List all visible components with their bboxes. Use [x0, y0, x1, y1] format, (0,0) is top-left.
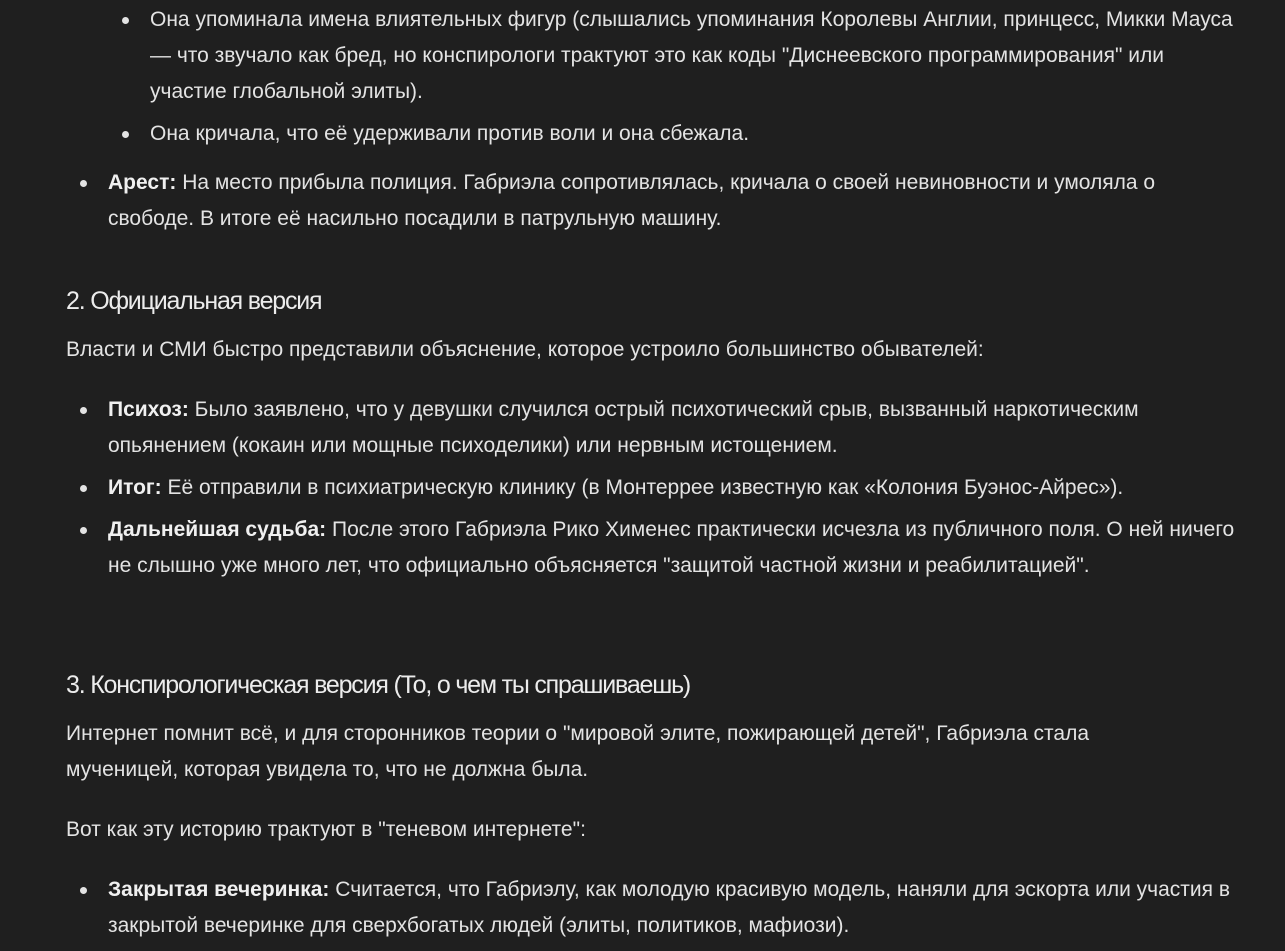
section-heading-conspiracy: 3. Конспирологическая версия (То, о чем ты спрашиваешь): [66, 671, 691, 699]
list-item-label: Дальнейшая судьба:: [108, 518, 327, 541]
list-item-label: Психоз:: [108, 398, 189, 421]
list-item-label: Итог:: [108, 476, 162, 499]
list-item-label: Закрытая вечеринка:: [108, 878, 330, 901]
list-item: [66, 512, 1236, 584]
official-list: [66, 392, 1236, 584]
list-item-text: Было заявлено, что у девушки случился острый психотический срыв, вызванный наркотическим опьянением (кокаин или мощные психоделики) или нервным истощением.: [108, 398, 1139, 457]
list-item-label: Арест:: [108, 171, 177, 194]
section-heading-official: 2. Официальная версия: [66, 287, 322, 315]
list-item-text: На место прибыла полиция. Габриэла сопротивлялась, кричала о своей невиновности и умоляла о свободе. В итоге её насильно посадили в патрульную машину.: [108, 171, 1156, 230]
list-item: [66, 392, 1236, 464]
nested-list: [66, 2, 1238, 152]
list-item-text: Считается, что Габриэлу, как молодую красивую модель, наняли для эскорта или участия в закрытой вечеринке для сверхбогатых людей (элиты, политиков, мафиози).: [108, 878, 1231, 937]
section-intro2-conspiracy: Вот как эту историю трактуют в "теневом интернете":: [66, 818, 586, 841]
list-item: [108, 2, 1238, 110]
conspiracy-list: [66, 872, 1236, 944]
list-item-text: После этого Габриэла Рико Хименес практически исчезла из публичного поля. О ней ничего не слышно уже много лет, что официально объясняется "защитой частной жизни и реабилитацией".: [108, 518, 1235, 577]
section-intro-official: Власти и СМИ быстро представили объяснение, которое устроило большинство обывателей:: [66, 338, 984, 361]
list-item: [66, 470, 1236, 506]
list-item-text: Она кричала, что её удерживали против воли и она сбежала.: [150, 122, 750, 145]
list-item-text: Она упоминала имена влиятельных фигур (слышались упоминания Королевы Англии, принцесс, Микки Мауса — что звучало как бред, но конспирологи трактуют это как коды "Диснеевского программирования" или участие глобальной элиты).: [150, 8, 1233, 103]
list-item-arrest: [66, 165, 1236, 237]
section-intro-conspiracy: Интернет помнит всё, и для сторонников теории о "мировой элите, пожирающей детей", Габриэла стала мученицей, которая увидела то, что не должна была.: [66, 722, 1090, 781]
list-item: [108, 116, 1238, 152]
list-item-text: Её отправили в психиатрическую клинику (в Монтеррее известную как «Колония Буэнос-Айрес»).: [161, 476, 1124, 499]
list-item: [66, 872, 1236, 944]
arrest-list: [66, 165, 1236, 237]
